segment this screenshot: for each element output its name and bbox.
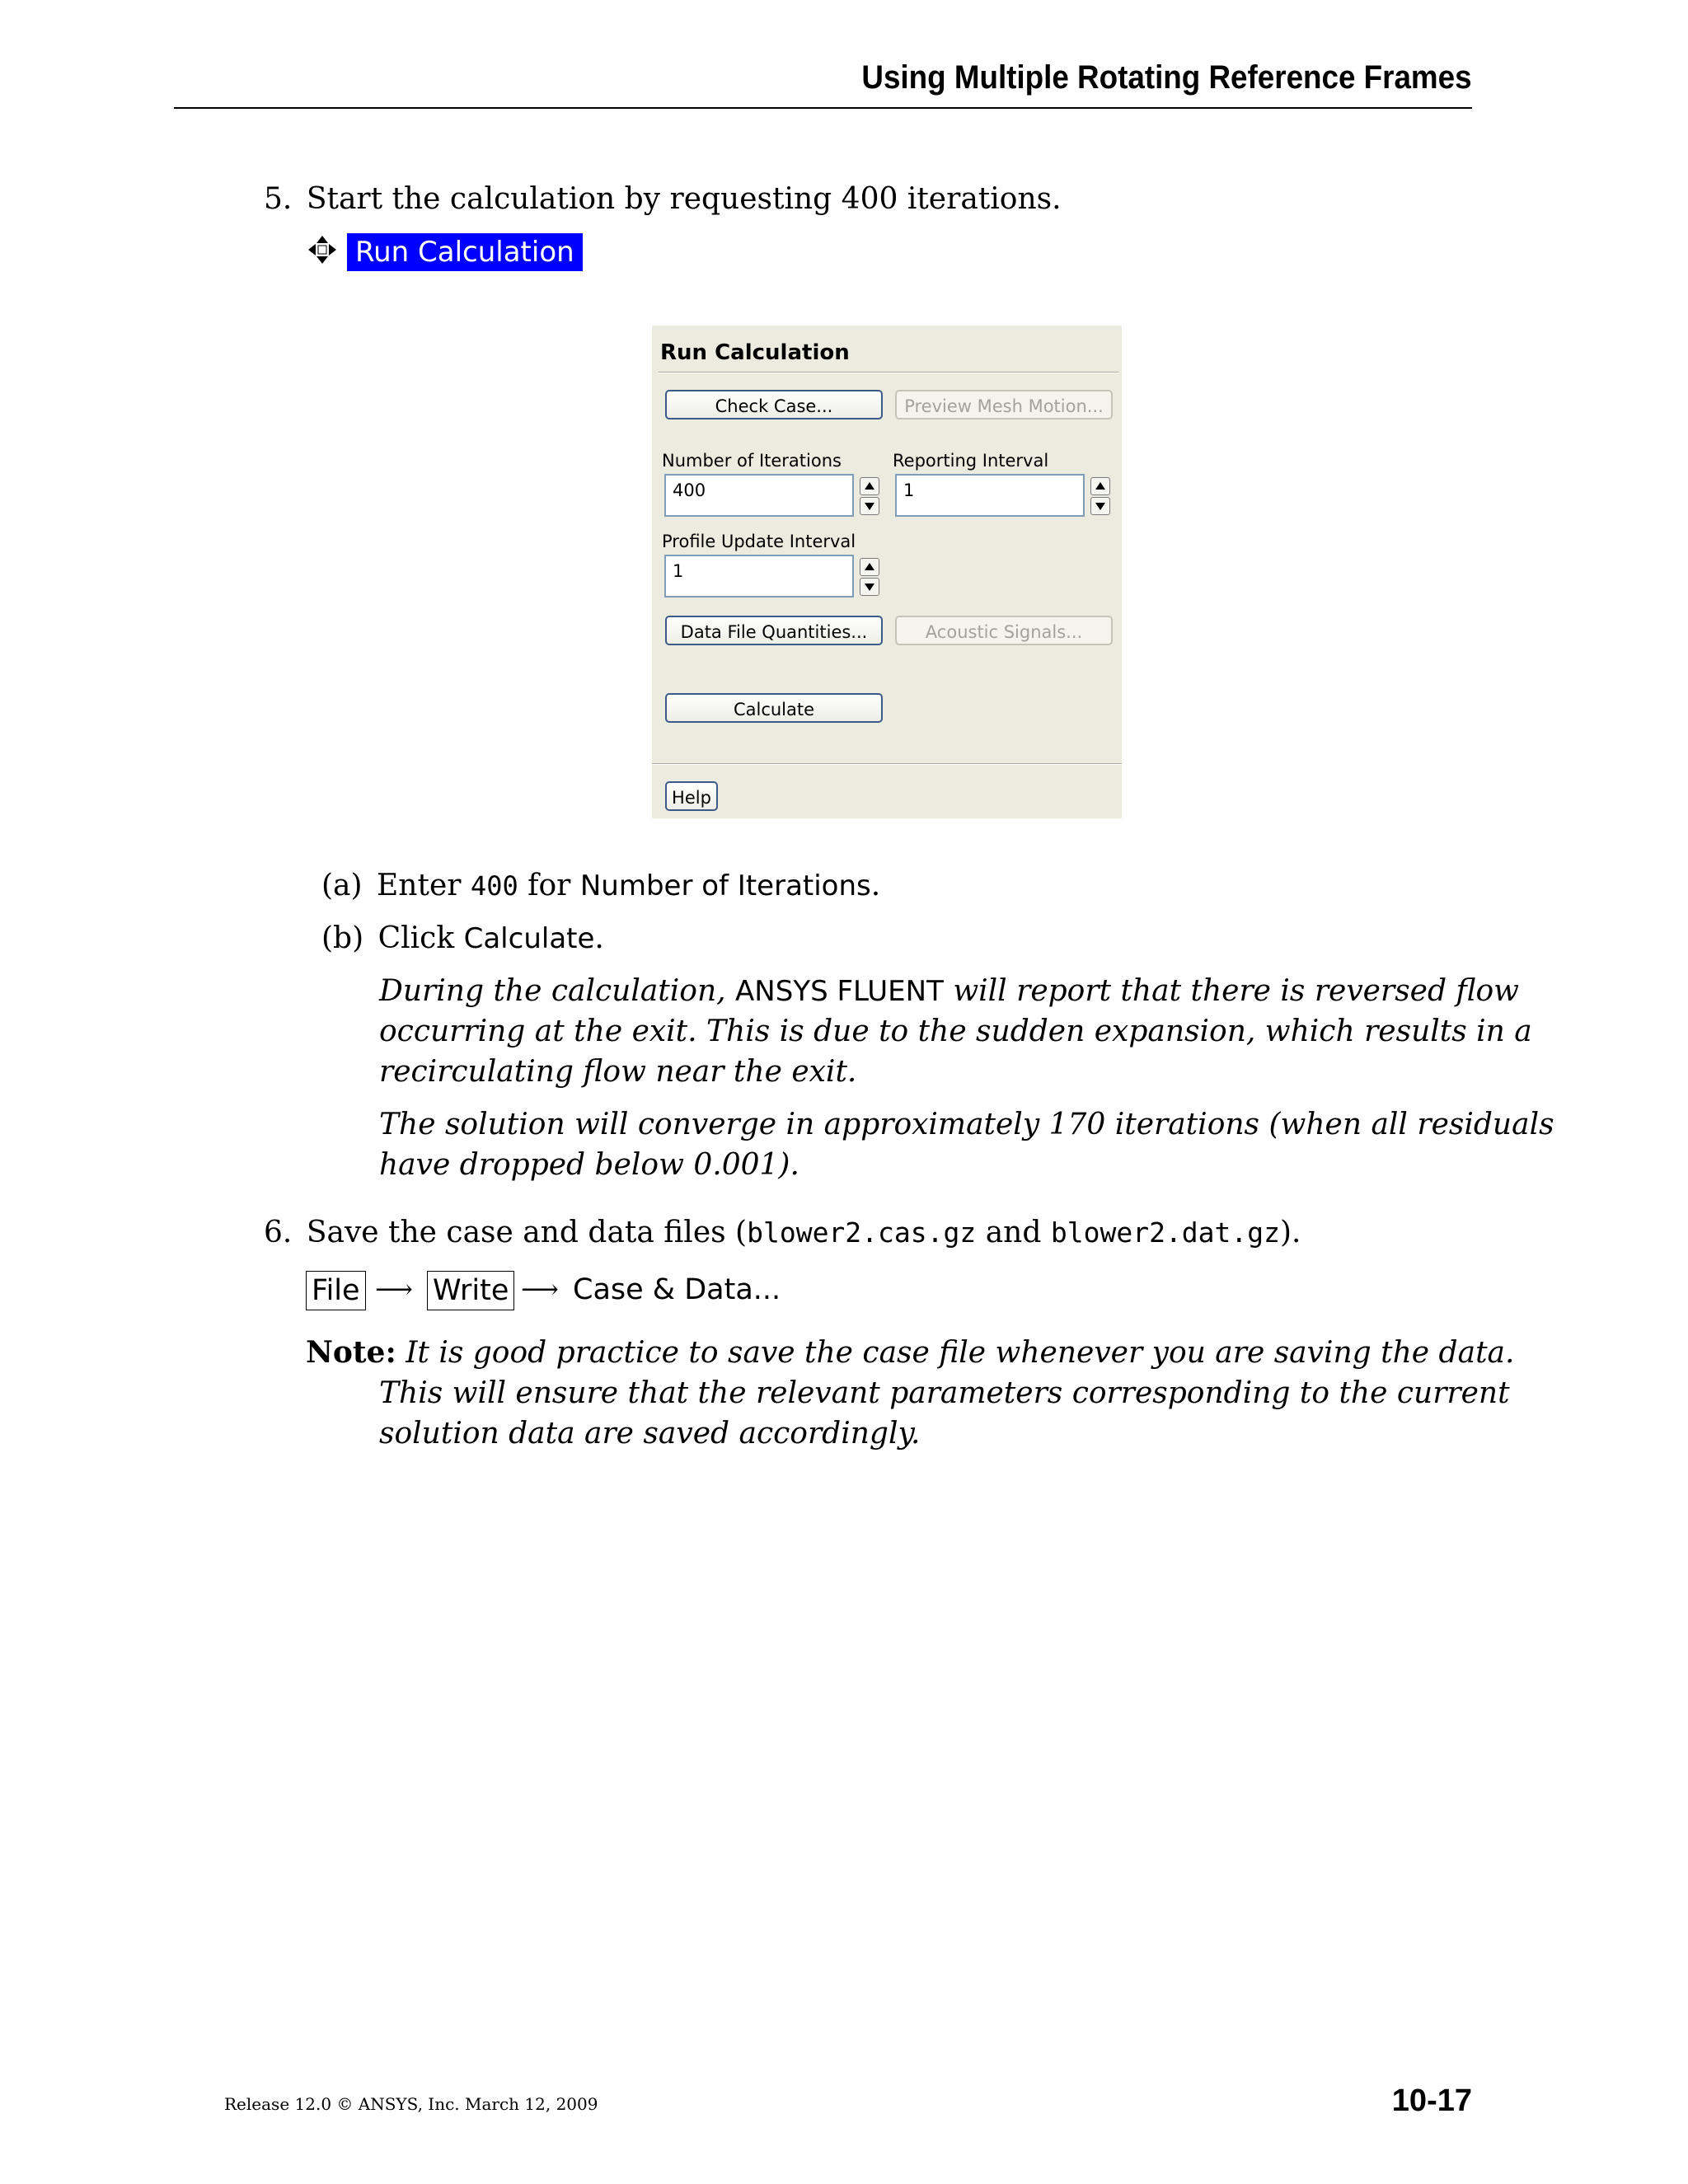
ansys-fluent-brand: ANSYS FLUENT xyxy=(735,975,944,1008)
iterations-increment-button[interactable] xyxy=(860,477,879,495)
data-file-quantities-button[interactable]: Data File Quantities... xyxy=(665,616,883,645)
calculate-button[interactable]: Calculate xyxy=(665,693,883,723)
substep-a-period: . xyxy=(870,869,881,902)
profile-decrement-button[interactable] xyxy=(860,578,879,596)
data-file-name: blower2.dat.gz xyxy=(1050,1216,1281,1249)
case-file-name: blower2.cas.gz xyxy=(747,1216,977,1249)
reversed-flow-paragraph-line-3: recirculating flow near the exit. xyxy=(379,1055,857,1089)
reporting-increment-button[interactable] xyxy=(1090,477,1110,495)
substep-a-for: for xyxy=(528,869,571,902)
dialog-title: Run Calculation xyxy=(660,340,850,365)
substep-b xyxy=(321,918,604,959)
convergence-paragraph-line-2: have dropped below 0.001). xyxy=(379,1148,799,1182)
step-6-number: 6. xyxy=(264,1216,293,1249)
profile-update-input[interactable]: 1 xyxy=(664,555,854,598)
case-and-data-menu-item: Case & Data... xyxy=(573,1273,781,1306)
profile-increment-button[interactable] xyxy=(860,558,879,576)
iterations-field-ref: Number of Iterations xyxy=(579,869,871,902)
page-number: 10-17 xyxy=(1391,2083,1472,2118)
substep-a xyxy=(321,865,880,907)
note-text-1: It is good practice to save the case file whenever you are saving the data. xyxy=(406,1336,1515,1370)
para1-text-a: During the calculation, xyxy=(379,974,726,1008)
step-5-text: Start the calculation by requesting 400 iterations. xyxy=(306,182,1062,216)
menu-arrow-2: ⟶ xyxy=(521,1273,559,1305)
help-button[interactable]: Help xyxy=(665,781,718,811)
step-6-and: and xyxy=(985,1216,1042,1249)
substep-b-period: . xyxy=(594,921,604,955)
dialog-title-divider xyxy=(659,372,1118,373)
note-line-1 xyxy=(306,1333,1515,1373)
run-calculation-link[interactable]: Run Calculation xyxy=(347,233,583,271)
reversed-flow-paragraph-line-1 xyxy=(379,971,1519,1012)
iterations-decrement-button[interactable] xyxy=(860,497,879,515)
substep-b-label: (b) xyxy=(321,921,364,955)
note-label: Note: xyxy=(306,1335,396,1370)
reporting-interval-label: Reporting Interval xyxy=(893,451,1049,471)
acoustic-signals-button[interactable]: Acoustic Signals... xyxy=(895,616,1113,645)
note-line-2: This will ensure that the relevant parameters corresponding to the current xyxy=(379,1376,1510,1410)
check-case-button[interactable]: Check Case... xyxy=(665,390,883,419)
substep-b-text: Click xyxy=(377,921,455,955)
step-6-close: ). xyxy=(1280,1216,1301,1249)
header-rule xyxy=(174,107,1472,109)
step-6-text: Save the case and data files ( xyxy=(306,1216,748,1249)
iterations-value-code: 400 xyxy=(470,870,518,902)
write-menu-box: Write xyxy=(427,1271,514,1310)
reporting-decrement-button[interactable] xyxy=(1090,497,1110,515)
preview-mesh-motion-button[interactable]: Preview Mesh Motion... xyxy=(895,390,1113,419)
step-5-number: 5. xyxy=(264,182,293,216)
file-menu-box: File xyxy=(306,1271,366,1310)
menu-arrow-1: ⟶ xyxy=(375,1273,413,1305)
run-calculation-dialog xyxy=(652,326,1122,818)
iterations-input[interactable]: 400 xyxy=(664,474,854,517)
navigation-arrows-icon xyxy=(306,233,339,266)
iterations-label: Number of Iterations xyxy=(662,451,842,471)
step-5 xyxy=(264,179,1062,219)
running-header-title: Using Multiple Rotating Reference Frames xyxy=(861,59,1472,96)
dialog-bottom-divider xyxy=(652,763,1122,765)
step-6 xyxy=(264,1212,1301,1253)
note-line-3: solution data are saved accordingly. xyxy=(379,1417,921,1451)
reporting-interval-input[interactable]: 1 xyxy=(895,474,1085,517)
para1-text-b: will report that there is reversed flow xyxy=(953,974,1519,1008)
reversed-flow-paragraph-line-2: occurring at the exit. This is due to the sudden expansion, which results in a xyxy=(379,1015,1532,1048)
convergence-paragraph-line-1: The solution will converge in approximately 170 iterations (when all residuals xyxy=(379,1108,1554,1141)
profile-update-label: Profile Update Interval xyxy=(662,532,856,551)
substep-a-label: (a) xyxy=(321,869,363,902)
calculate-button-ref: Calculate xyxy=(463,922,595,955)
footer-release-info: Release 12.0 © ANSYS, Inc. March 12, 2009 xyxy=(224,2094,598,2114)
substep-a-text: Enter xyxy=(377,869,462,902)
